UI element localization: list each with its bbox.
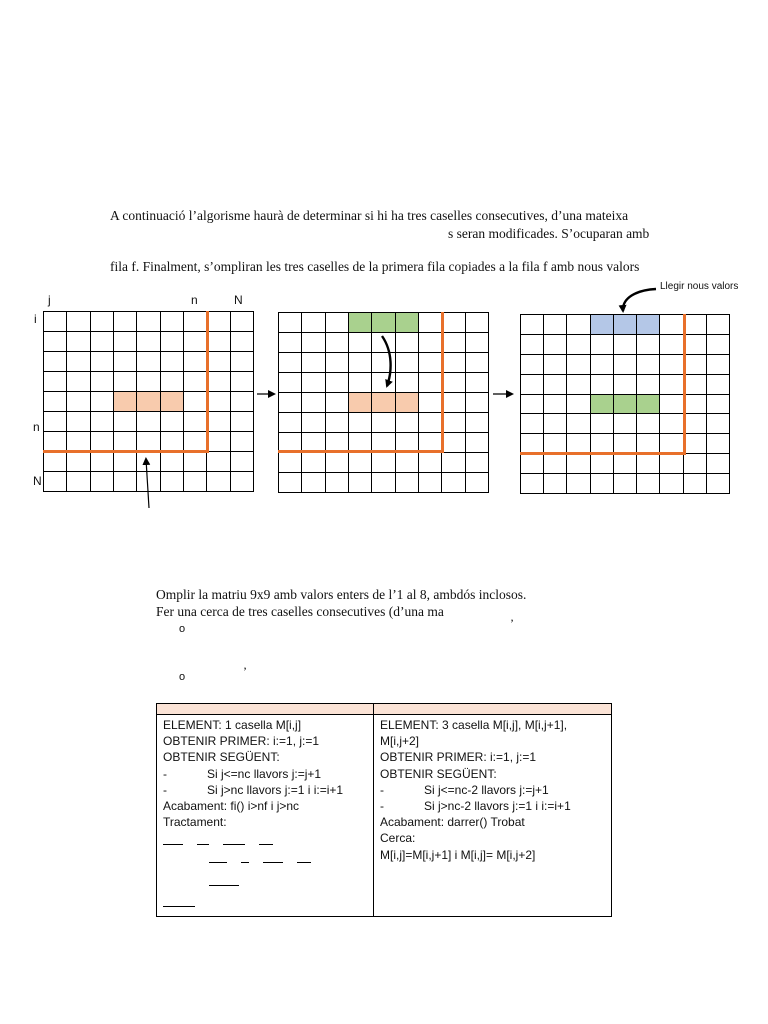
- table-header-left: [157, 704, 374, 715]
- table-cell-right: [374, 715, 612, 917]
- left-blanks-row-3: [163, 873, 367, 890]
- left-treatment: Tractament:: [163, 815, 227, 830]
- bullet-1: o: [179, 623, 186, 635]
- intro-line-3: fila f. Finalment, s’ompliran les tres caselles de la primera fila copiades a la fila f amb nous valors: [110, 259, 640, 274]
- left-element: ELEMENT: 1 casella M[i,j]: [163, 718, 302, 732]
- label-N-top: N: [234, 293, 243, 307]
- right-next1-dash: -: [380, 782, 384, 797]
- right-next2: Si j>nc-2 llavors j:=1 i i:=i+1: [424, 799, 571, 814]
- left-next1: Si j<=nc llavors j:=j+1: [207, 766, 322, 781]
- mark-1: ’: [510, 616, 514, 630]
- intro-line-2: s seran modificades. S’ocuparan amb: [448, 226, 650, 241]
- left-blanks-row-2: [163, 850, 367, 867]
- right-next2-dash: -: [380, 799, 384, 814]
- intro-line-1: A continuació l’algorisme haurà de determinar si hi ha tres caselles consecutives, d’una mateixa: [110, 208, 629, 223]
- label-i: i: [34, 312, 37, 326]
- left-blanks-row-1: [163, 832, 367, 849]
- label-n-side: n: [33, 420, 40, 434]
- left-next: OBTENIR SEGÜENT:: [163, 750, 280, 765]
- table-cell-left: [157, 715, 374, 917]
- label-N-side: N: [33, 474, 42, 488]
- right-next1: Si j<=nc-2 llavors j:=j+1: [424, 782, 549, 797]
- left-next2-dash: -: [163, 782, 167, 797]
- left-next1-dash: -: [163, 766, 167, 781]
- left-first: OBTENIR PRIMER: i:=1, j:=1: [163, 734, 320, 749]
- algorithm-table: [156, 703, 612, 917]
- mark-2: ’: [243, 664, 247, 678]
- left-end: Acabament: fi() i>nf i j>nc: [163, 799, 300, 814]
- left-next2: Si j>nc llavors j:=1 i i:=i+1: [207, 782, 344, 797]
- label-j: j: [48, 293, 51, 307]
- left-blanks-row-4: [163, 894, 367, 911]
- right-condition: M[i,j]=M[i,j+1] i M[i,j]= M[i,j+2]: [380, 847, 536, 862]
- callout-read-new-values: Llegir nous valors: [660, 281, 739, 292]
- arrow-copy-down: [382, 336, 391, 386]
- right-element-1: ELEMENT: 3 casella M[i,j], M[i,j+1],: [380, 718, 568, 732]
- right-end: Acabament: darrer() Trobat: [380, 815, 525, 830]
- right-first: OBTENIR PRIMER: i:=1, j:=1: [380, 750, 537, 765]
- table-header-right: [374, 704, 612, 715]
- label-n-top: n: [191, 293, 198, 307]
- bullet-2: o: [179, 671, 186, 683]
- arrow-pointer-up: [146, 459, 149, 508]
- right-element-2: M[i,j+2]: [380, 734, 420, 749]
- right-next: OBTENIR SEGÜENT:: [380, 766, 497, 781]
- task-item-1: Omplir la matriu 9x9 amb valors enters de l’1 al 8, ambdós inclosos.: [156, 587, 527, 602]
- right-search: Cerca:: [380, 831, 416, 846]
- task-item-2: Fer una cerca de tres caselles consecutives (d’una ma: [156, 604, 444, 619]
- arrow-callout: [623, 289, 656, 311]
